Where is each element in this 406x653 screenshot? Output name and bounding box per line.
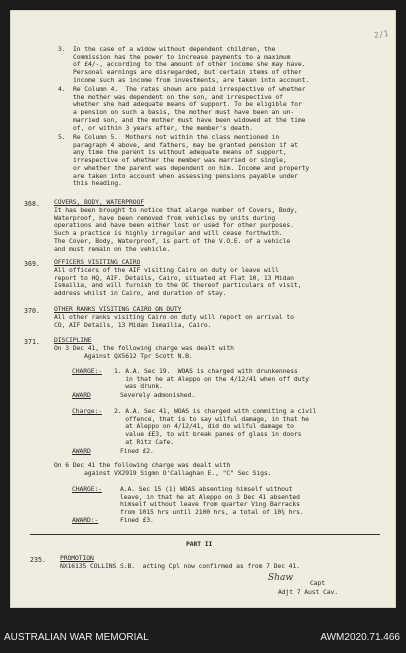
item-371-number: 371. xyxy=(24,338,40,346)
item-370-heading: OTHER RANKS VISITING CAIRO ON DUTY xyxy=(54,305,182,313)
promotion-heading: PROMOTION xyxy=(60,554,94,562)
charge-3-text: A.A. Sec 15 (1) WOAS absenting himself without leave, in that he at Aleppo on 3 Dec 41 absented himself without leave from quarter Ving Barracks from 1015 hrs until 2100 hrs, a total of 10¾ hrs. xyxy=(120,485,304,517)
item-235-number: 235. xyxy=(30,556,46,564)
document-page xyxy=(10,10,396,608)
item-368-heading: COVERS, BODY, WATERPROOF xyxy=(54,198,144,206)
charge-2-label: Charge:- xyxy=(72,407,102,415)
item-368-body: It has been brought to notice that alarge number of Covers, Body, Waterproof, have been removed from vehicles by units during operations and have been either lost or used for other purposes. Such a practice is highly irregular and will cease forthwith. The Cover, Body, Waterproof, is part of the V.O.E. of a vehicle and must remain on the vehicle. xyxy=(54,206,298,253)
award-2-label: AWARD xyxy=(72,447,91,455)
discipline-intro-2: On 6 Dec 41 the following charge was dealt with against VX2919 Sigmn O'Callaghan E., "C" Sec Sigs. xyxy=(54,461,272,477)
charge-2-text: 2. A.A. Sec 41, WOAS is charged with commiting a civil offence, that is to say wilful damage, in that he at Aleppo on 4/12/41, did do wilful damage to value £E3, to wit break panes of glass in doors at Ritz Cafe. xyxy=(114,407,317,446)
section-divider xyxy=(30,534,380,535)
award-1-label: AWARD xyxy=(72,391,91,399)
item-370-body: All other ranks visiting Cairo on duty will report on arrival to CO, AIF Details, 13 Midan Ismailia, Cairo. xyxy=(54,313,294,329)
part-2-title: PART II xyxy=(186,540,213,548)
paragraph-5: 5. Re Column 5. Mothers not within the class mentioned in paragraph 4 above, and fathers, may be granted pension if at any time the parent is without adequate means of support, irrespective of whether the member was married or single, or whether the parent was dependent on him. Income and property are taken into account when assessing pensions payable under this heading. xyxy=(58,133,310,188)
award-1-text: Severely admonished. xyxy=(120,391,195,399)
award-3-label: AWARD:- xyxy=(72,516,99,524)
archive-reference: AWM2020.71.466 xyxy=(320,632,400,643)
signature-rank: Capt xyxy=(310,579,325,587)
item-369-heading: OFFICERS VISITING CAIRO xyxy=(54,258,141,266)
award-2-text: Fined £2. xyxy=(120,447,154,455)
paragraph-4: 4. Re Column 4. The rates shown are paid irrespective of whether the mother was dependent on the son, and irrespective of whether she had adequate means of support. To be eligible for a pension on such a basis, the mother must have been an un- married son, and the mother must have been widowed at the time of, or within 3 years after, the member's death. xyxy=(58,85,306,132)
item-369-number: 369. xyxy=(24,260,40,268)
signature-unit: Adjt 7 Aust Cav. xyxy=(278,588,338,596)
archive-name: AUSTRALIAN WAR MEMORIAL xyxy=(4,632,149,643)
promotion-body: NX16135 COLLINS S.B. acting Cpl now confirmed as from 7 Dec 41. xyxy=(60,562,300,570)
discipline-intro-1: On 3 Dec 41, the following charge was dealt with Against QX5612 Tpr Scott N.B. xyxy=(54,344,234,360)
signature-scrawl: Shaw xyxy=(268,573,294,583)
charge-1-label: CHARGE:- xyxy=(72,367,102,375)
award-3-text: Fined £3. xyxy=(120,516,154,524)
charge-3-label: CHARGE:- xyxy=(72,485,102,493)
discipline-heading: DISCIPLINE xyxy=(54,336,92,344)
paragraph-3: 3. In the case of a widow without dependent children, the Commission has the power to increase payments to a maximum of £4/-, according to the amount of other income she may have. Personal earnings are disregarded, but certain items of other income such as income from investments, are taken into account. xyxy=(58,45,310,84)
corner-mark: 2/1 xyxy=(372,29,389,40)
archive-footer xyxy=(0,608,406,653)
charge-1-text: 1. A.A. Sec 19. WOAS is charged with drunkenness in that he at Aleppo on the 4/12/41 when off duty was drunk. xyxy=(114,367,309,391)
item-369-body: All officers of the AIF visiting Cairo on duty or leave will report to HQ, AIF. Details, Cairo, situated at Flat 10, 13 Midan Ismailia, and will furnish to the OC thereof particulars of visit, address whilst in Cairo, and duration of stay. xyxy=(54,266,302,298)
item-370-number: 370. xyxy=(24,307,40,315)
item-368-number: 368. xyxy=(24,200,40,208)
